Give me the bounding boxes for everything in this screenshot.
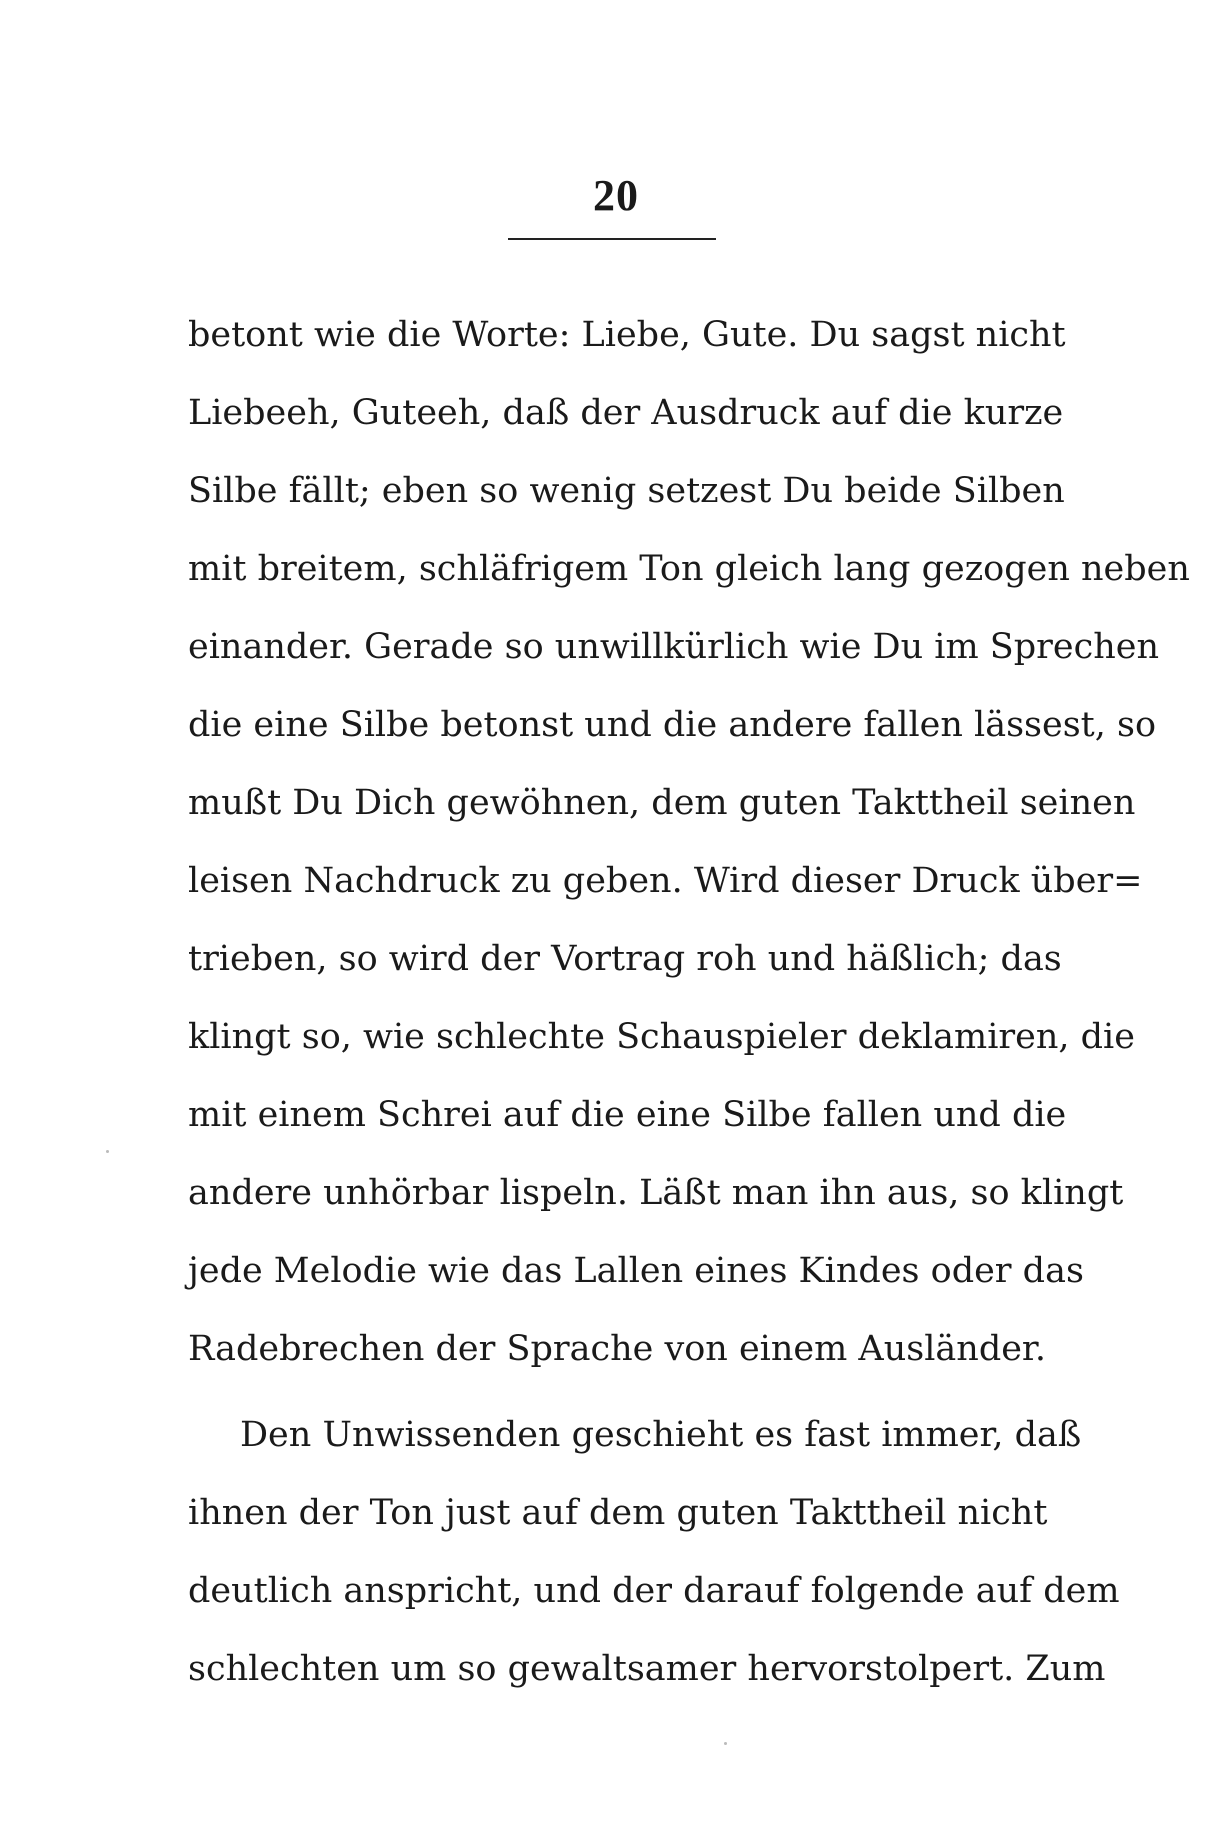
text-line: trieben, so wird der Vortrag roh und häßlich; das: [188, 939, 1062, 979]
body-text: [188, 296, 1190, 1708]
text-line: Radebrechen der Sprache von einem Ausländer.: [188, 1329, 1046, 1369]
text-line: betont wie die Worte: Liebe, Gute. Du sagst nicht: [188, 315, 1066, 355]
text-line: deutlich anspricht, und der darauf folgende auf dem: [188, 1571, 1120, 1611]
text-line: die eine Silbe betonst und die andere fallen lässest, so: [188, 705, 1157, 745]
text-line: Silbe fällt; eben so wenig setzest Du beide Silben: [188, 471, 1065, 511]
page-number: 20: [593, 171, 639, 220]
scan-speck: [724, 1742, 727, 1745]
text-line: mit einem Schrei auf die eine Silbe fallen und die: [188, 1095, 1067, 1135]
text-line: ihnen der Ton just auf dem guten Takttheil nicht: [188, 1493, 1048, 1533]
text-line: klingt so, wie schlechte Schauspieler deklamiren, die: [188, 1017, 1135, 1057]
text-line: Liebeeh, Guteeh, daß der Ausdruck auf die kurze: [188, 393, 1064, 433]
text-line: einander. Gerade so unwillkürlich wie Du im Sprechen: [188, 627, 1159, 667]
text-line: mit breitem, schläfrigem Ton gleich lang gezogen neben: [188, 549, 1190, 589]
scan-speck: [106, 1150, 109, 1153]
text-line: leisen Nachdruck zu geben. Wird dieser Druck über=: [188, 861, 1143, 901]
text-line: jede Melodie wie das Lallen eines Kindes oder das: [188, 1251, 1084, 1291]
header-rule: [508, 238, 716, 240]
paragraph-2: [188, 1396, 1120, 1708]
paragraph-gap: [188, 1388, 1030, 1396]
text-line: mußt Du Dich gewöhnen, dem guten Takttheil seinen: [188, 783, 1136, 823]
paragraph-1: [188, 296, 1190, 1388]
text-line: andere unhörbar lispeln. Läßt man ihn aus, so klingt: [188, 1173, 1124, 1213]
text-line: schlechten um so gewaltsamer hervorstolpert. Zum: [188, 1649, 1106, 1689]
text-line: Den Unwissenden geschieht es fast immer, daß: [240, 1415, 1082, 1455]
